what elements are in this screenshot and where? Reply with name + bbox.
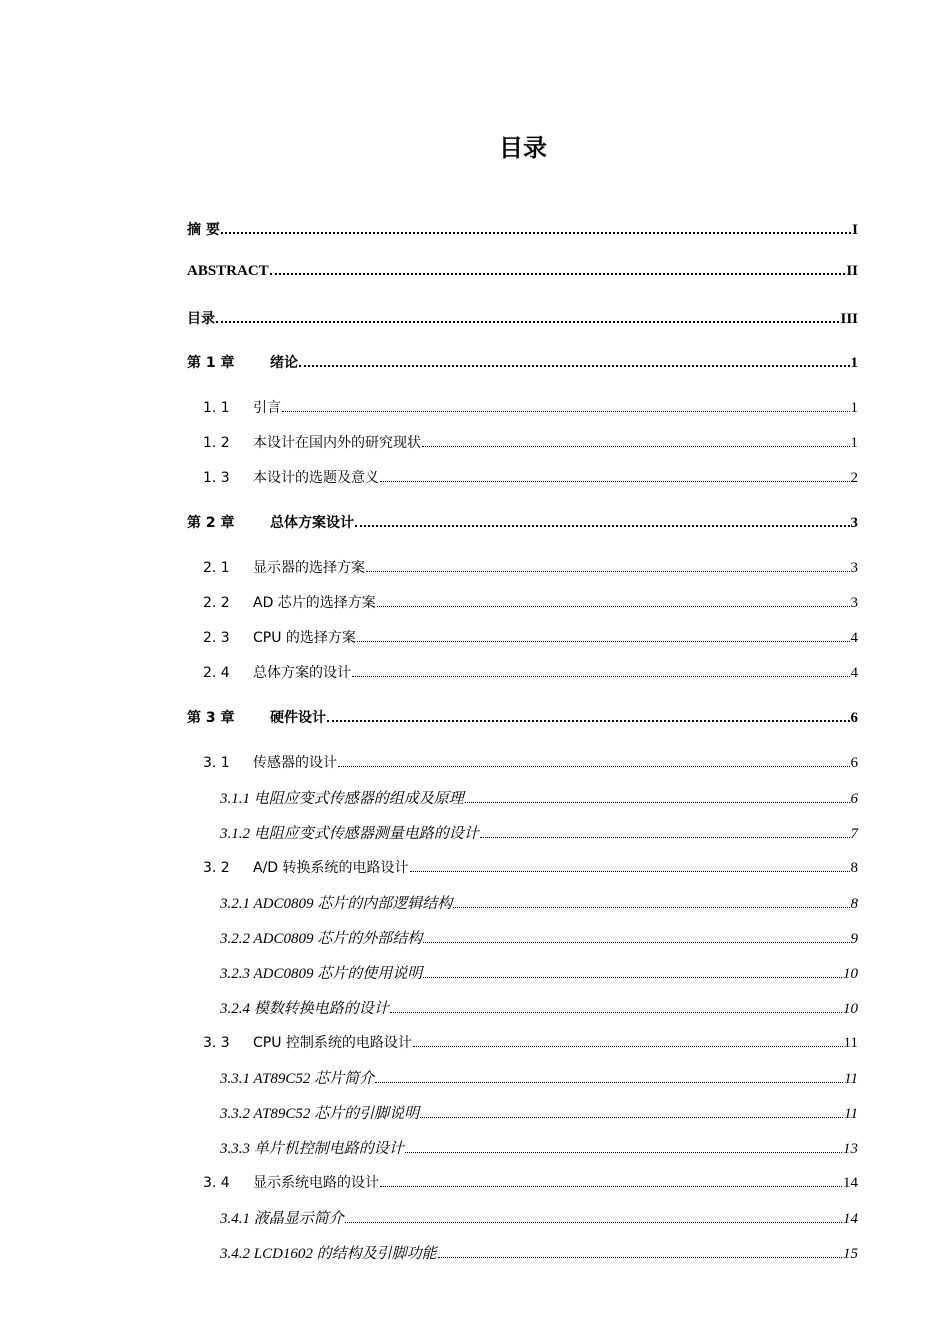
toc-entry[interactable] xyxy=(203,397,858,417)
toc-entry-page-number: 3 xyxy=(850,560,858,576)
toc-dot-leader xyxy=(438,1257,842,1258)
page-title: 目录 xyxy=(499,134,547,162)
toc-entry[interactable] xyxy=(203,857,858,877)
toc-entry[interactable] xyxy=(203,1172,858,1192)
toc-entry[interactable] xyxy=(220,1207,858,1228)
toc-entry-page-number: 6 xyxy=(850,791,858,807)
toc-entry-title: 3.1.1 电阻应变式传感器的组成及原理 xyxy=(220,791,464,807)
toc-entry[interactable] xyxy=(187,512,858,532)
toc-entry-title: 3.3.1 AT89C52 芯片简介 xyxy=(220,1071,375,1087)
toc-entry[interactable] xyxy=(203,1032,858,1052)
toc-entry-number: 第 1 章 xyxy=(187,355,235,371)
toc-dot-leader xyxy=(405,1152,842,1153)
toc-dot-leader xyxy=(453,907,849,908)
toc-dot-leader xyxy=(423,942,849,943)
toc-dot-leader xyxy=(282,411,850,412)
toc-entry-title: 3.2.1 ADC0809 芯片的内部逻辑结构 xyxy=(220,896,453,912)
toc-dot-leader xyxy=(420,1117,843,1118)
toc-dot-leader xyxy=(299,365,850,367)
toc-dot-leader xyxy=(413,1046,843,1047)
toc-entry-page-number: 4 xyxy=(850,630,858,646)
toc-entry-title: 3.3.3 单片机控制电路的设计 xyxy=(220,1141,404,1157)
toc-entry[interactable] xyxy=(203,752,858,772)
toc-entry[interactable] xyxy=(220,1102,858,1123)
toc-entry-title: 本设计的选题及意义 xyxy=(253,470,379,486)
toc-entry-page-number: 7 xyxy=(850,826,858,842)
toc-entry-number: 2. 1 xyxy=(203,560,230,576)
toc-entry-title: 显示器的选择方案 xyxy=(253,560,365,576)
toc-dot-leader xyxy=(422,446,850,447)
toc-entry-title: 总体方案设计 xyxy=(270,515,354,531)
toc-entry-page-number: 8 xyxy=(850,860,858,876)
toc-entry-page-number: 8 xyxy=(850,896,858,912)
toc-entry-number: 第 3 章 xyxy=(187,710,235,726)
toc-entry[interactable] xyxy=(203,557,858,577)
toc-dot-leader xyxy=(380,481,850,482)
toc-entry-page-number: 10 xyxy=(843,1001,858,1017)
toc-entry[interactable] xyxy=(220,1067,858,1088)
toc-dot-leader xyxy=(410,871,850,872)
toc-entry[interactable] xyxy=(220,1242,858,1263)
toc-dot-leader xyxy=(380,1186,842,1187)
toc-dot-leader xyxy=(327,720,850,722)
toc-entry-title: 传感器的设计 xyxy=(253,755,337,771)
toc-entry[interactable] xyxy=(220,892,858,913)
toc-entry[interactable] xyxy=(187,352,858,372)
toc-dot-leader xyxy=(270,273,846,275)
toc-entry-page-number: 1 xyxy=(850,355,858,371)
toc-dot-leader xyxy=(390,1012,842,1013)
toc-entry[interactable] xyxy=(203,467,858,487)
toc-entry-page-number: 6 xyxy=(850,710,858,726)
toc-entry-title: 总体方案的设计 xyxy=(253,665,351,681)
toc-entry[interactable] xyxy=(220,927,858,948)
toc-entry-number: 3. 3 xyxy=(203,1035,230,1051)
toc-entry-number: 2. 4 xyxy=(203,665,230,681)
toc-entry-title: A/D 转换系统的电路设计 xyxy=(253,860,409,876)
toc-entry[interactable] xyxy=(187,263,858,280)
toc-entry-title: 显示系统电路的设计 xyxy=(253,1175,379,1191)
toc-entry-page-number: 2 xyxy=(850,470,858,486)
toc-dot-leader xyxy=(375,1082,843,1083)
toc-entry-title: CPU 控制系统的电路设计 xyxy=(253,1035,412,1051)
toc-entry-title: 绪论 xyxy=(270,355,298,371)
toc-dot-leader xyxy=(465,802,850,803)
toc-entry-number: 1. 2 xyxy=(203,435,230,451)
toc-dot-leader xyxy=(216,321,839,323)
toc-entry[interactable] xyxy=(220,787,858,808)
toc-entry-title: CPU 的选择方案 xyxy=(253,630,356,646)
toc-entry-page-number: 14 xyxy=(843,1211,858,1227)
toc-entry-page-number: 6 xyxy=(850,755,858,771)
toc-entry-number: 3. 1 xyxy=(203,755,230,771)
toc-dot-leader xyxy=(221,232,851,234)
toc-entry-title: 3.2.4 模数转换电路的设计 xyxy=(220,1001,389,1017)
toc-entry-page-number: 9 xyxy=(850,931,858,947)
toc-entry-page-number: 4 xyxy=(850,665,858,681)
toc-entry-page-number: 1 xyxy=(850,400,858,416)
toc-entry-page-number: I xyxy=(852,222,858,238)
toc-entry-title: 目录 xyxy=(187,311,215,327)
toc-entry[interactable] xyxy=(187,219,858,239)
toc-entry[interactable] xyxy=(203,627,858,647)
toc-entry-page-number: 13 xyxy=(843,1141,858,1157)
toc-entry-title: 摘 要 xyxy=(187,222,220,238)
toc-entry-page-number: II xyxy=(846,263,858,279)
toc-entry-number: 1. 3 xyxy=(203,470,230,486)
toc-dot-leader xyxy=(345,1222,842,1223)
toc-entry[interactable] xyxy=(220,822,858,843)
toc-entry-title: 3.2.3 ADC0809 芯片的使用说明 xyxy=(220,966,423,982)
toc-entry-title: 3.4.2 LCD1602 的结构及引脚功能 xyxy=(220,1246,437,1262)
toc-entry-title: 3.1.2 电阻应变式传感器测量电路的设计 xyxy=(220,826,479,842)
toc-entry[interactable] xyxy=(187,308,858,328)
toc-entry-page-number: 11 xyxy=(844,1071,858,1087)
toc-entry-number: 第 2 章 xyxy=(187,515,235,531)
toc-entry-page-number: III xyxy=(840,311,858,327)
toc-dot-leader xyxy=(480,837,850,838)
toc-entry-title: ABSTRACT xyxy=(187,263,269,279)
toc-entry-page-number: 15 xyxy=(843,1246,858,1262)
toc-entry-page-number: 3 xyxy=(850,595,858,611)
toc-entry[interactable] xyxy=(220,962,858,983)
toc-dot-leader xyxy=(423,977,842,978)
toc-entry-number: 3. 4 xyxy=(203,1175,230,1191)
toc-entry[interactable] xyxy=(203,592,858,612)
toc-entry-title: 硬件设计 xyxy=(270,710,326,726)
toc-dot-leader xyxy=(338,766,850,767)
toc-dot-leader xyxy=(357,641,850,642)
toc-entry-page-number: 14 xyxy=(843,1175,858,1191)
toc-entry-title: 3.2.2 ADC0809 芯片的外部结构 xyxy=(220,931,423,947)
toc-dot-leader xyxy=(352,676,850,677)
toc-entry-title: 本设计在国内外的研究现状 xyxy=(253,435,421,451)
toc-entry-title: 3.3.2 AT89C52 芯片的引脚说明 xyxy=(220,1106,420,1122)
toc-entry[interactable] xyxy=(203,432,858,452)
toc-entry-page-number: 11 xyxy=(843,1035,858,1051)
toc-entry-number: 3. 2 xyxy=(203,860,230,876)
toc-entry-title: 引言 xyxy=(253,400,281,416)
toc-entry[interactable] xyxy=(220,1137,858,1158)
toc-entry-page-number: 1 xyxy=(850,435,858,451)
toc-entry[interactable] xyxy=(220,997,858,1018)
toc-entry[interactable] xyxy=(187,707,858,727)
toc-entry-title: 3.4.1 液晶显示简介 xyxy=(220,1211,344,1227)
toc-entry-number: 1. 1 xyxy=(203,400,230,416)
toc-entry[interactable] xyxy=(203,662,858,682)
toc-entry-number: 2. 3 xyxy=(203,630,230,646)
toc-entry-number: 2. 2 xyxy=(203,595,230,611)
toc-entry-page-number: 3 xyxy=(850,515,858,531)
toc-entry-title: AD 芯片的选择方案 xyxy=(253,595,376,611)
toc-entry-page-number: 11 xyxy=(844,1106,858,1122)
toc-dot-leader xyxy=(366,571,850,572)
toc-entry-page-number: 10 xyxy=(843,966,858,982)
toc-dot-leader xyxy=(377,606,850,607)
toc-dot-leader xyxy=(355,525,850,527)
